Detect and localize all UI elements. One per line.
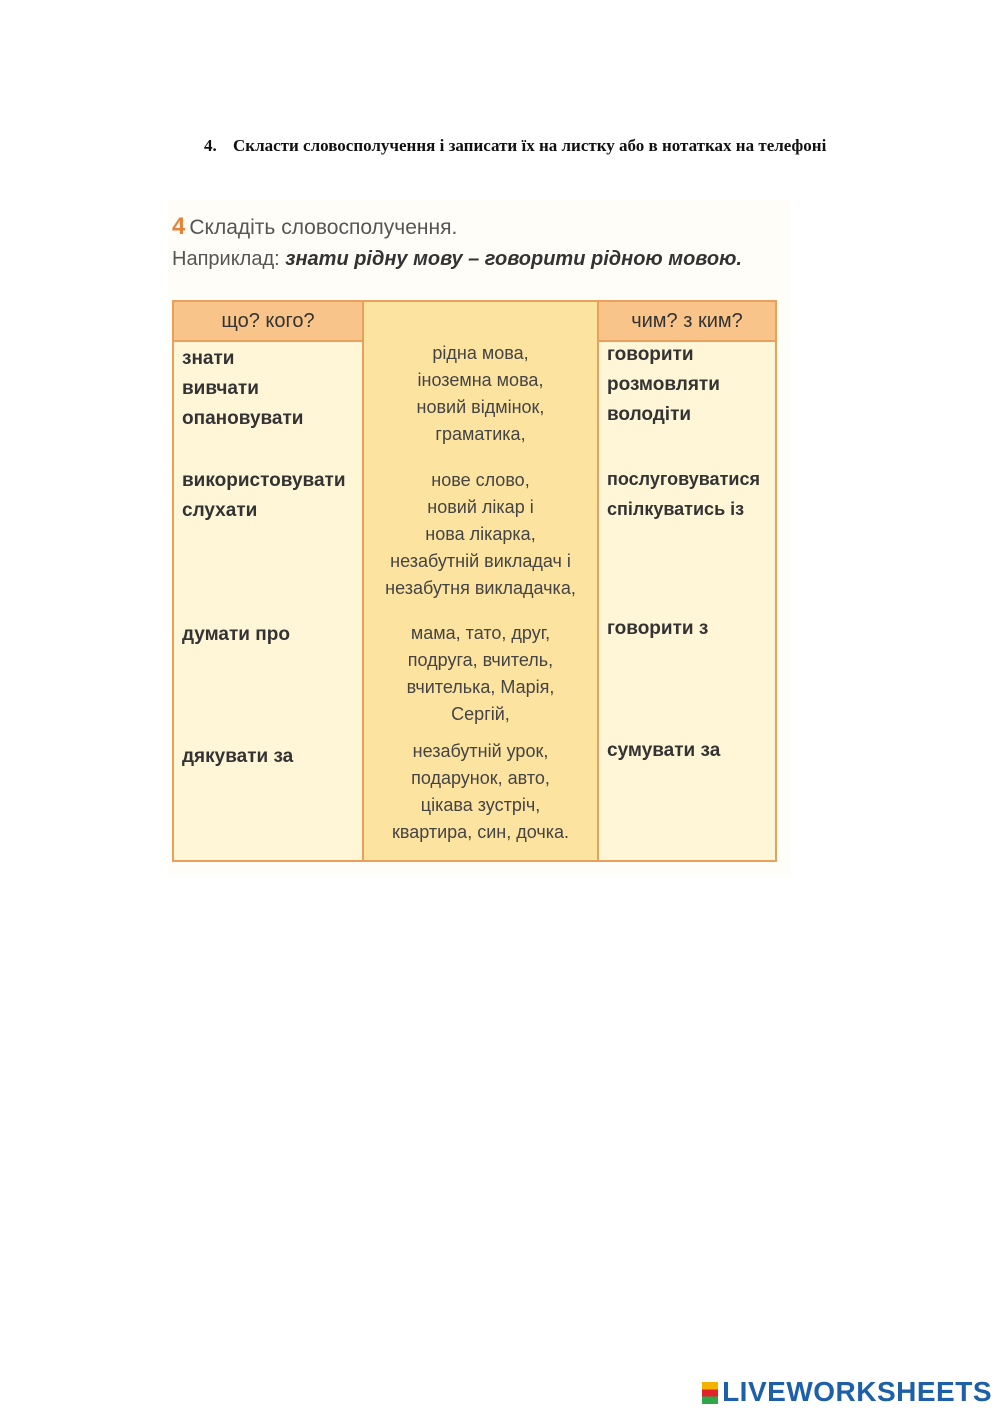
nouns-group-1: [364, 340, 597, 448]
verbs-right-group-1: [607, 340, 720, 430]
noun-item: граматика,: [435, 424, 526, 444]
noun-item: іноземна мова,: [417, 370, 544, 390]
logo-text: LIVEWORKSHEETS: [722, 1376, 992, 1407]
noun-item: новий лікар і: [427, 497, 534, 517]
verbs-right-group-2: [607, 464, 760, 524]
noun-item: незабутній урок,: [412, 741, 549, 761]
verb-item: дякувати за: [182, 746, 294, 767]
exercise-heading: [172, 213, 457, 241]
task-text: Скласти словосполучення і записати їх на листку або в нотатках на телефоні: [233, 136, 827, 155]
verb-item: думати про: [182, 624, 290, 645]
left-column-header: що? кого?: [174, 302, 362, 342]
noun-item: рідна мова,: [432, 343, 529, 363]
left-column: [174, 302, 364, 860]
exercise-example: [172, 248, 742, 271]
middle-column: [364, 302, 597, 860]
noun-item: мама, тато, друг,: [410, 623, 551, 643]
verb-item: послуговуватися: [607, 469, 760, 489]
nouns-group-2: [364, 467, 597, 602]
verbs-group-2: [182, 466, 346, 526]
verb-item: використовувати: [182, 470, 346, 491]
noun-item: незабутня викладачка,: [385, 578, 576, 598]
verbs-group-4: [182, 742, 293, 772]
word-table: [172, 300, 777, 862]
noun-item: цікава зустріч,: [420, 795, 541, 815]
verb-item: вивчати: [182, 378, 259, 399]
verb-item: спілкуватись із: [607, 499, 745, 519]
noun-item: подруга, вчитель,: [407, 650, 554, 670]
noun-item: вчителька, Марія,: [406, 677, 555, 697]
verb-item: говорити з: [607, 618, 709, 639]
nouns-group-3: [364, 620, 597, 728]
verb-item: знати: [182, 348, 235, 369]
verb-item: сумувати за: [607, 740, 721, 761]
liveworksheets-logo: [702, 1376, 992, 1408]
verbs-right-group-4: [607, 736, 720, 766]
noun-item: нова лікарка,: [425, 524, 536, 544]
verb-item: володіти: [607, 404, 692, 425]
right-column: [597, 302, 775, 860]
noun-item: подарунок, авто,: [411, 768, 550, 788]
task-instruction: [204, 134, 884, 157]
example-label: Наприклад:: [172, 248, 280, 270]
verb-item: слухати: [182, 500, 258, 521]
verbs-group-1: [182, 344, 304, 434]
noun-item: квартира, син, дочка.: [392, 822, 569, 842]
noun-item: Сергій,: [451, 704, 510, 724]
noun-item: незабутній викладач і: [390, 551, 571, 571]
logo-mark-icon: [702, 1382, 718, 1404]
exercise-title: Складіть словосполучення.: [189, 216, 458, 239]
right-column-header: чим? з ким?: [599, 302, 775, 342]
example-text: знати рідну мову – говорити рідною мовою.: [285, 248, 742, 270]
task-number: 4.: [204, 136, 217, 155]
noun-item: новий відмінок,: [416, 397, 545, 417]
verbs-right-group-3: [607, 614, 708, 644]
verb-item: розмовляти: [607, 374, 720, 395]
verb-item: говорити: [607, 344, 694, 365]
noun-item: нове слово,: [431, 470, 530, 490]
exercise-number: 4: [172, 213, 186, 240]
verbs-group-3: [182, 620, 290, 650]
nouns-group-4: [364, 738, 597, 846]
verb-item: опановувати: [182, 408, 304, 429]
